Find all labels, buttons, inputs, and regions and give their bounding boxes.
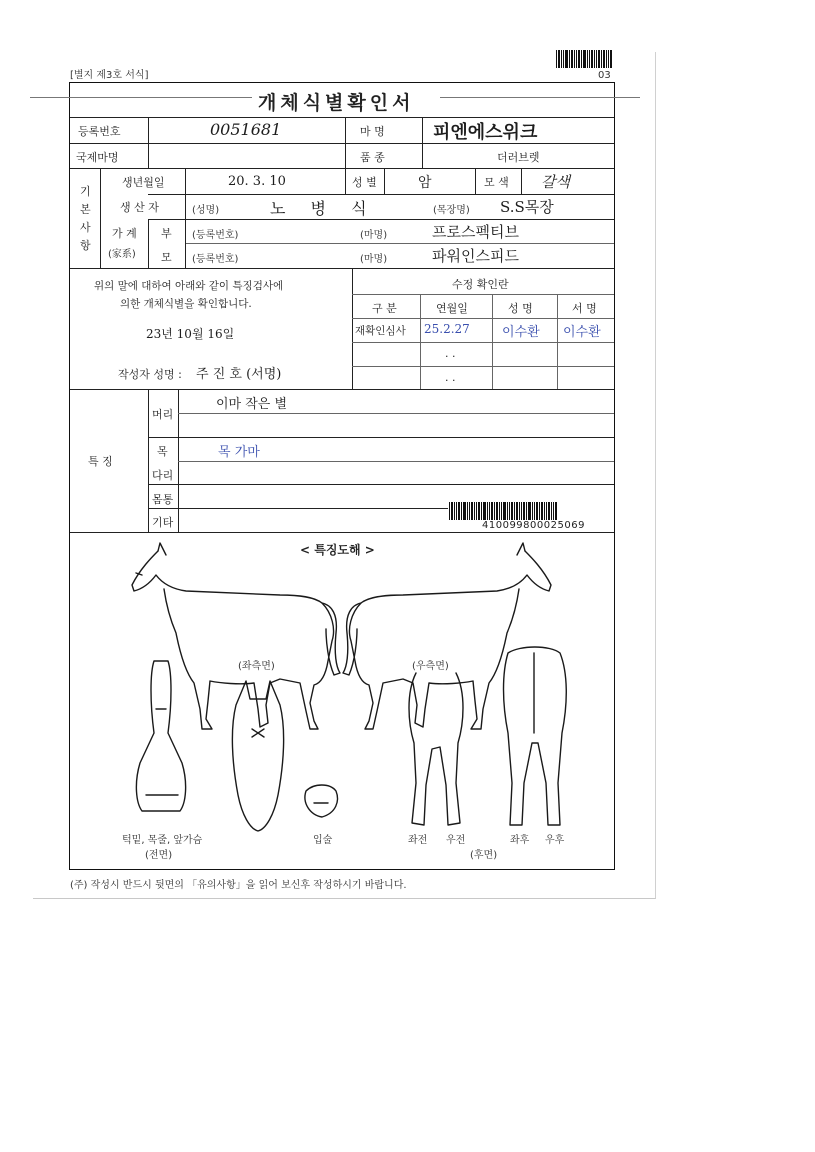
rule (100, 168, 101, 268)
col-type: 구 분 (372, 302, 397, 315)
dam-reg-hint: (등록번호) (192, 254, 239, 265)
rule (420, 294, 421, 389)
lips-label: 입술 (313, 835, 333, 846)
rule (352, 294, 614, 295)
front-view-label: (전면) (145, 850, 173, 861)
basic-char-3: 사 (80, 221, 91, 234)
leg-label: 다리 (152, 469, 174, 482)
farm-hint: (목장명) (433, 205, 470, 216)
head-front-view (232, 681, 283, 831)
rule (70, 168, 614, 169)
producer-name-hint: (성명) (192, 205, 220, 216)
forelegs-front-view (409, 673, 463, 825)
sex-label: 성 별 (352, 176, 377, 189)
birth-label: 생년월일 (122, 176, 165, 189)
rule (185, 243, 614, 244)
form-number: [별지 제3호 서식] (70, 70, 149, 81)
revision-title: 수정 확인란 (452, 278, 509, 291)
rule (521, 168, 522, 194)
rear-view-label: (후면) (470, 850, 498, 861)
producer-name-value: 노 병 식 (270, 199, 377, 218)
title-rule-right (440, 97, 640, 98)
rule (148, 117, 149, 168)
sire-name-hint: (마명) (360, 230, 388, 241)
right-side-horse (343, 543, 551, 729)
sire-name-value: 프로스펙티브 (432, 223, 519, 241)
producer-label: 생 산 자 (120, 201, 159, 214)
rear-view (504, 647, 567, 825)
statement-line-2: 의한 개체식별을 확인합니다. (120, 298, 252, 310)
rule (148, 508, 448, 509)
birth-value: 20. 3. 10 (228, 174, 286, 189)
row3-date: . . (445, 371, 456, 384)
rule (148, 437, 614, 438)
rule (345, 117, 346, 168)
col-sign: 서 명 (572, 302, 597, 315)
breed-value: 더러브렛 (497, 151, 540, 164)
writer-label: 작성자 성명 : (118, 368, 182, 381)
writer-value: 주 진 호 (서명) (196, 367, 282, 382)
footnote: (주) 작성시 반드시 뒷면의 「유의사항」을 읽어 보신후 작성하시기 바랍니다. (70, 880, 407, 891)
row1-sign: 이수환 (563, 325, 601, 340)
hind-right-label: 우후 (545, 835, 565, 846)
dam-name-hint: (마명) (360, 254, 388, 265)
page-code: 03 (598, 70, 611, 81)
row1-type: 재확인심사 (355, 325, 406, 337)
rule (148, 194, 614, 195)
head-label: 머리 (152, 408, 174, 421)
rule (148, 219, 614, 220)
farm-value: S.S목장 (500, 198, 554, 216)
hind-left-label: 좌후 (510, 835, 530, 846)
left-side-horse (132, 543, 340, 729)
front-chest-view (136, 661, 185, 811)
basic-char-2: 본 (80, 203, 91, 216)
basic-char-4: 항 (80, 239, 91, 252)
row1-date: 25.2.27 (424, 322, 470, 336)
color-label: 모 색 (484, 176, 509, 189)
horse-name-label: 마 명 (360, 125, 385, 138)
rule (148, 389, 149, 532)
rule (178, 413, 614, 414)
statement-line-1: 위의 말에 대하여 아래와 같이 특징검사에 (94, 280, 284, 292)
neck-label: 목 (157, 445, 168, 458)
front-caption: 턱밑, 목줄, 앞가슴 (122, 835, 203, 846)
rule (70, 389, 614, 390)
pedigree-label: 가 계 (112, 227, 137, 240)
sex-value: 암 (418, 175, 432, 191)
document-title: 개체식별확인서 (258, 92, 415, 114)
title-rule-left (30, 97, 252, 98)
diagram-title: < 특징도해 > (300, 543, 375, 557)
left-side-label: (좌측면) (238, 661, 275, 672)
rule (475, 168, 476, 194)
intl-name-label: 국제마명 (76, 151, 119, 164)
reg-no-label: 등록번호 (78, 125, 121, 138)
rule (148, 219, 149, 268)
fore-left-label: 좌전 (408, 835, 428, 846)
sire-label: 부 (161, 227, 172, 240)
basic-char-1: 기 (80, 185, 91, 198)
pedigree-hanja: (家系) (108, 249, 136, 260)
row2-date: . . (445, 347, 456, 360)
dam-label: 모 (161, 251, 172, 264)
features-label: 특 징 (88, 455, 113, 468)
confirm-date: 23년 10월 16일 (146, 327, 235, 341)
rule (557, 294, 558, 389)
other-label: 기타 (152, 516, 174, 529)
neck-value: 목 가마 (218, 445, 260, 460)
top-barcode (556, 50, 613, 68)
rule (178, 461, 614, 462)
rule (352, 366, 614, 367)
body-label: 몸통 (152, 493, 174, 506)
rule (345, 168, 346, 194)
rule (352, 318, 614, 319)
sire-reg-hint: (등록번호) (192, 230, 239, 241)
rule (492, 294, 493, 389)
rule (352, 268, 353, 389)
lips-view (305, 785, 338, 817)
color-value: 갈색 (541, 173, 570, 191)
rule (352, 342, 614, 343)
head-value: 이마 작은 별 (216, 397, 288, 412)
id-barcode (449, 502, 558, 520)
row1-name: 이수환 (502, 325, 540, 340)
horse-diagrams (70, 533, 613, 868)
col-name: 성 명 (508, 302, 533, 315)
rule (148, 484, 614, 485)
horse-name-value: 피엔에스위크 (433, 122, 538, 143)
rule (384, 168, 385, 194)
col-date: 연월일 (436, 302, 468, 315)
rule (70, 268, 614, 269)
rule (185, 168, 186, 268)
barcode-number: 410099800025069 (482, 520, 585, 531)
dam-name-value: 파워인스피드 (432, 247, 519, 265)
right-side-label: (우측면) (412, 661, 449, 672)
reg-no-value: 0051681 (210, 120, 282, 139)
rule (422, 117, 423, 168)
breed-label: 품 종 (360, 151, 385, 164)
fore-right-label: 우전 (446, 835, 466, 846)
